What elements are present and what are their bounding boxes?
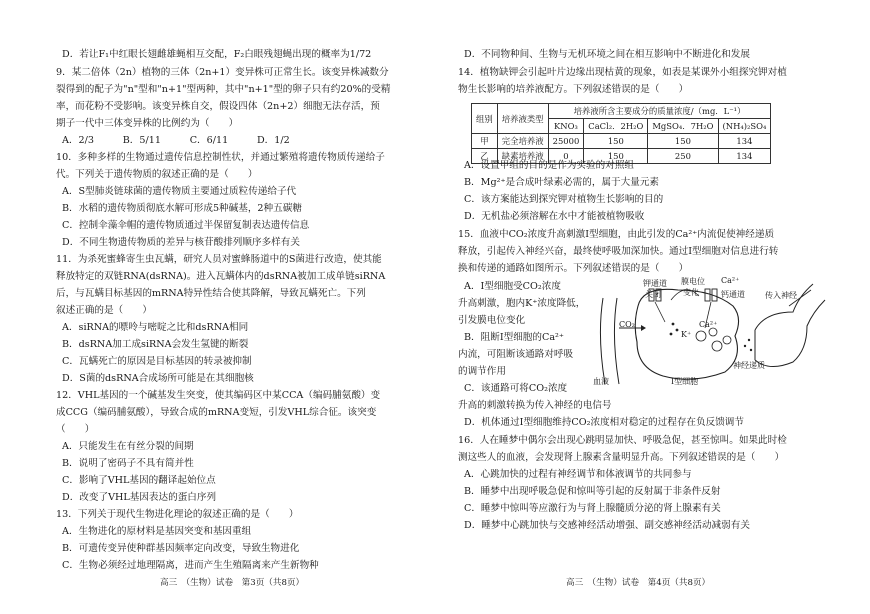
subheader-kno3: KNO₃ [548, 119, 584, 134]
q15-option-b-line2: 内流，可阻断该通路对呼吸 [458, 349, 574, 360]
label-change: 变化 [683, 288, 699, 297]
subheader-cacl2: CaCl₂．2H₂O [584, 119, 648, 134]
q15-stem-line1: 15．血液中CO₂浓度升高刺激Ⅰ型细胞，由此引发的Ca²⁺内流促使神经递质 [458, 229, 775, 240]
q16-option-c: C．睡梦中惊叫等应激行为与肾上腺髓质分泌的肾上腺素有关 [464, 503, 721, 514]
table-cell: 完全培养液 [497, 134, 548, 149]
q16-option-a: A．心跳加快的过程有神经调节和体液调节的共同参与 [464, 469, 692, 480]
q11-option-b: B．dsRNA加工成siRNA会发生氢键的断裂 [62, 339, 249, 350]
label-closed: 关闭 [645, 290, 661, 299]
table-cell: 134 [718, 149, 771, 164]
header-medium-type: 培养液类型 [497, 104, 548, 134]
label-k-channel: 钾通道 [643, 279, 667, 288]
q13-option-d: D．不同物种间、生物与无机环境之间在相互影响中不断进化和发展 [464, 49, 750, 60]
q15-stem-line2: 释放，引起传入神经兴奋，最终使呼吸加深加快。通过Ⅰ型细胞对信息进行转 [458, 246, 779, 257]
q10-stem-line2: 代。下列关于遗传物质的叙述正确的是（ ） [56, 169, 258, 180]
label-k-ion: K⁺ [681, 330, 692, 339]
table-cell: 0 [548, 149, 584, 164]
label-ca-channel: 钙通道 [721, 290, 745, 299]
arrowhead-icon [641, 325, 646, 331]
q10-option-b: B．水稻的遗传物质彻底水解可形成5种碱基，2种五碳糖 [62, 203, 302, 214]
q14-option-c: C．该方案能达到探究钾对植物生长影响的目的 [464, 194, 664, 205]
table-cell: 150 [584, 149, 648, 164]
q15-option-d: D．机体通过Ⅰ型细胞维持CO₂浓度相对稳定的过程存在负反馈调节 [464, 417, 744, 428]
q12-option-c: C．影响了VHL基因的翻译起始位点 [62, 475, 216, 486]
q15-option-a-line2: 升高刺激，胞内K⁺浓度降低， [458, 298, 586, 309]
label-afferent-nerve: 传入神经 [765, 291, 797, 300]
q16-stem-line2: 测这些人的血液，会发现肾上腺素含量明显升高。下列叙述错误的是（ ） [458, 452, 785, 463]
q9-stem-line4: 期子一代中三体变异株的比例约为（ ） [56, 118, 239, 129]
q15-option-c-line1: C．该通路可将CO₂浓度 [464, 383, 568, 394]
q9-options: A．2/3 B．5/11 C．6/11 D．1/2 [62, 135, 290, 146]
q11-stem-line3: 后，与瓦螨目标基因的mRNA特异性结合使其降解，导致瓦螨死亡。下列 [56, 288, 366, 299]
q13-option-c: C．生物必须经过地理隔离，进而产生生殖隔离来产生新物种 [62, 560, 319, 571]
q10-option-d: D．不同生物遗传物质的差异与核苷酸排列顺序多样有关 [62, 237, 300, 248]
q12-option-a: A．只能发生在有丝分裂的间期 [62, 441, 194, 452]
afferent-nerve-fiber [755, 300, 825, 367]
label-blood: 血液 [593, 377, 609, 386]
q12-option-d: D．改变了VHL基因表达的蛋白序列 [62, 492, 217, 503]
table-cell: 甲 [472, 134, 498, 149]
q11-stem-line1: 11．为杀死蜜蜂寄生虫瓦螨，研究人员对蜜蜂肠道中的S菌进行改造，使其能 [56, 254, 382, 265]
q11-stem-line2: 释放特定的双链RNA(dsRNA)。进入瓦螨体内的dsRNA被加工成单链siRNA [56, 271, 386, 282]
q11-option-c: C．瓦螨死亡的原因是目标基因的转录被抑制 [62, 356, 252, 367]
calcium-channel-icon [705, 289, 710, 301]
q8-option-d: D．若让F₁中红眼长翅雌雄蝇相互交配，F₂白眼残翅蝇出现的概率为1/72 [62, 49, 372, 60]
potassium-ion [676, 329, 679, 332]
table-cell: 250 [648, 149, 718, 164]
q11-option-a: A．siRNA的嘌呤与嘧啶之比和dsRNA相同 [62, 322, 249, 333]
q10-stem-line1: 10．多种多样的生物通过遗传信息控制性状，并通过繁殖将遗传物质传递给子 [56, 152, 385, 163]
label-membrane-potential: 膜电位 [681, 277, 705, 286]
q12-stem-line1: 12．VHL基因的一个碱基发生突变，使其编码区中某CCA（编码脯氨酸）变 [56, 390, 381, 401]
q15-option-a-line3: 引发膜电位变化 [458, 315, 526, 326]
q12-stem-line2: 成CCG（编码脯氨酸），导致合成的mRNA变短，引发VHL综合征。该突变 [56, 407, 377, 418]
blood-vessel-wall [600, 298, 605, 384]
vesicle [709, 328, 717, 336]
left-page-footer: 高三 （生物）试卷 第3页（共8页） [160, 578, 305, 588]
label-neurotransmitter: 神经递质 [733, 361, 765, 370]
table-row [472, 134, 771, 149]
blood-vessel-wall [614, 298, 619, 384]
q9-stem-line1: 9．某二倍体（2n）植物的三体（2n+1）变异株可正常生长。该变异株减数分 [56, 67, 389, 78]
q12-option-b: B．说明了密码子不具有简并性 [62, 458, 194, 469]
q11-option-d: D．S菌的dsRNA合成场所可能是在其细胞核 [62, 373, 254, 384]
q16-stem-line1: 16．人在睡梦中偶尔会出现心跳明显加快、呼吸急促，甚至惊叫。如果此时检 [458, 435, 787, 446]
table-cell: 150 [648, 134, 718, 149]
q9-stem-line2: 裂得到的配子为"n"型和"n+1"型两种，其中"n+1"型的卵子只有约20%的受精 [56, 84, 391, 95]
table-cell: 25000 [548, 134, 584, 149]
q15-option-b-line3: 的调节作用 [458, 366, 506, 377]
right-page-footer: 高三 （生物）试卷 第4页（共8页） [566, 578, 711, 588]
neurotransmitter-dot [750, 349, 752, 351]
vesicle [723, 336, 731, 344]
arrow-line [655, 302, 665, 322]
table-cell: 134 [718, 134, 771, 149]
q10-option-a: A．S型肺炎链球菌的遗传物质主要通过质粒传递给子代 [62, 186, 297, 197]
header-concentration: 培养液所含主要成分的质量浓度/（mg．L⁻¹） [548, 104, 771, 119]
potassium-ion [670, 333, 673, 336]
vesicle [712, 341, 722, 351]
subheader-mgso4: MgSO₄．7H₂O [648, 119, 718, 134]
neurotransmitter-dot [748, 339, 750, 341]
q15-stem-line3: 换和传递的通路如图所示。下列叙述错误的是（ ） [458, 263, 689, 274]
nutrient-table [471, 103, 771, 164]
q13-option-b: B．可遗传变异使种群基因频率定向改变，导致生物进化 [62, 543, 300, 554]
label-ca-ion: Ca²⁺ [721, 276, 740, 285]
label-ca-in: Ca²⁺ [699, 320, 718, 329]
neurotransmitter-dot [744, 345, 746, 347]
q10-option-c: C．控制伞藻伞帽的遗传物质通过半保留复制表达遗传信息 [62, 220, 310, 231]
table-cell: 150 [584, 134, 648, 149]
subheader-nh4so4: (NH₄)₂SO₄ [718, 119, 771, 134]
q16-option-b: B．睡梦中出现呼吸急促和惊叫等引起的反射属于非条件反射 [464, 486, 721, 497]
label-type-i-cell: Ⅰ型细胞 [671, 377, 699, 386]
q13-option-a: A．生物进化的原材料是基因突变和基因重组 [62, 526, 252, 537]
potassium-ion [672, 323, 675, 326]
type-i-cell-diagram [593, 276, 826, 390]
q15-option-b-line1: B．阻断Ⅰ型细胞的Ca²⁺ [464, 332, 564, 343]
table-header-row [472, 104, 771, 119]
q12-stem-line3: （ ） [56, 424, 95, 435]
q9-stem-line3: 率，而花粉不受影响。该变异株自交，假设四体（2n+2）细胞无法存活，预 [56, 101, 380, 112]
q15-option-a-line1: A．Ⅰ型细胞受CO₂浓度 [464, 281, 561, 292]
q15-option-c-line2: 升高的刺激转换为传入神经的电信号 [458, 400, 612, 411]
header-group: 组别 [472, 104, 498, 134]
q11-stem-line4: 叙述正确的是（ ） [56, 305, 152, 316]
table-cell: 缺素培养液 [497, 149, 548, 164]
table-cell: 乙 [472, 149, 498, 164]
q14-option-d: D．无机盐必须溶解在水中才能被植物吸收 [464, 211, 645, 222]
q14-option-b: B．Mg²⁺是合成叶绿素必需的，属于大量元素 [464, 177, 660, 188]
q14-option-a: A．设置甲组的目的是作为实验的对照组 [464, 160, 635, 171]
q14-stem-line2: 物生长影响的培养液配方。下列叙述错误的是（ ） [458, 84, 689, 95]
q16-option-d: D．睡梦中心跳加快与交感神经活动增强、副交感神经活动减弱有关 [464, 520, 750, 531]
label-co2: CO₂ [619, 320, 635, 329]
vesicle [696, 331, 706, 341]
q13-stem: 13．下列关于现代生物进化理论的叙述正确的是（ ） [56, 509, 299, 520]
q14-stem-line1: 14．植物缺钾会引起叶片边缘出现枯黄的现象，如表是某课外小组探究钾对植 [458, 67, 787, 78]
